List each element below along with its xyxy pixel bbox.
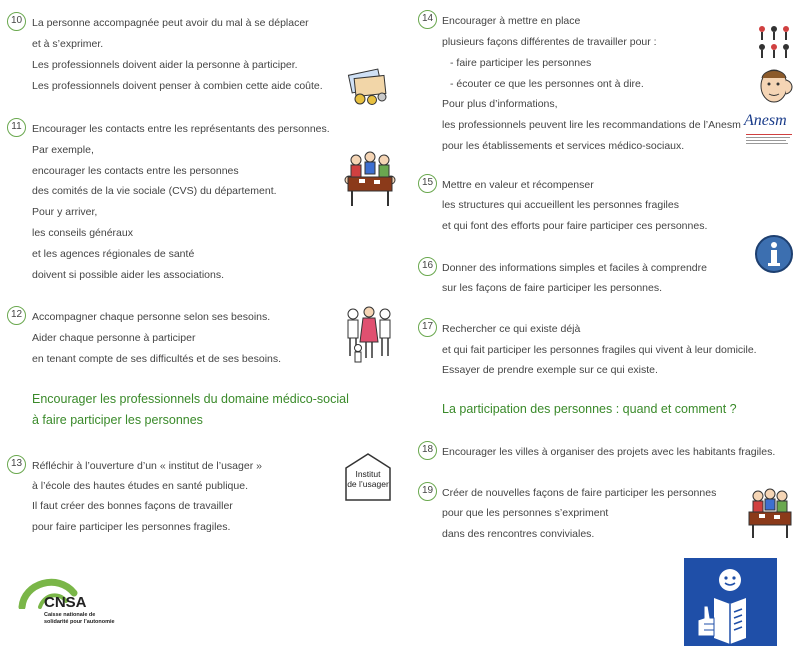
section-heading-medico-social: Encourager les professionnels du domaine médico-social xyxy=(32,392,349,406)
item-number-15: 15 xyxy=(418,174,437,193)
item-11-line: des comités de la vie sociale (CVS) du département. xyxy=(32,185,277,197)
item-14-line: Encourager à mettre en place xyxy=(442,15,581,27)
section-heading-medico-social-line2: à faire participer les personnes xyxy=(32,413,203,427)
cnsa-logo-text: CNSA xyxy=(44,594,87,611)
item-number-18: 18 xyxy=(418,441,437,460)
item-15-line: les structures qui accueillent les personnes fragiles xyxy=(442,199,679,211)
cnsa-logo xyxy=(18,575,128,635)
institut-label-1: Institut xyxy=(355,469,381,479)
meeting-table-icon xyxy=(344,150,396,208)
item-17-line: Essayer de prendre exemple sur ce qui existe. xyxy=(442,364,658,376)
item-19-line: Créer de nouvelles façons de faire participer les personnes xyxy=(442,487,717,499)
institut-label-2: de l’usager xyxy=(347,479,389,489)
item-17-line: Rechercher ce qui existe déjà xyxy=(442,323,581,335)
item-12-line: Accompagner chaque personne selon ses besoins. xyxy=(32,311,271,323)
item-13-line: Réfléchir à l’ouverture d’un « institut de l’usager » xyxy=(32,460,262,472)
item-11-line: Pour y arriver, xyxy=(32,206,98,218)
group-of-people-icon xyxy=(344,304,394,366)
item-13-line: pour faire participer les personnes fragiles. xyxy=(32,521,231,533)
item-10-line: et à s’exprimer. xyxy=(32,38,104,50)
item-14-line: Pour plus d’informations, xyxy=(442,98,558,110)
item-11-line: encourager les contacts entre les personnes xyxy=(32,165,239,177)
item-15-line: Mettre en valeur et récompenser xyxy=(442,179,594,191)
item-number-17: 17 xyxy=(418,318,437,337)
anesm-logo xyxy=(744,110,798,148)
institut-usager-icon xyxy=(344,452,392,502)
item-10-line: Les professionnels doivent penser à combien cette aide coûte. xyxy=(32,80,323,92)
item-19-line: dans des rencontres conviviales. xyxy=(442,528,595,540)
item-14-line: - écouter ce que les personnes ont à dire. xyxy=(450,78,644,90)
item-11-line: Encourager les contacts entre les représentants des personnes. xyxy=(32,123,330,135)
item-number-12: 12 xyxy=(7,306,26,325)
item-14-line: - faire participer les personnes xyxy=(450,57,592,69)
cnsa-logo-subtitle: Caisse nationale de xyxy=(44,612,96,618)
item-13-line: à l’école des hautes études en santé publique. xyxy=(32,480,248,492)
item-13-line: Il faut créer des bonnes façons de travailler xyxy=(32,500,233,512)
item-14-line: plusieurs façons différentes de travailler pour : xyxy=(442,36,657,48)
item-12-line: en tenant compte de ses difficultés et de ses besoins. xyxy=(32,353,282,365)
item-19-line: pour que les personnes s’expriment xyxy=(442,507,609,519)
item-11-line: doivent si possible aider les associations. xyxy=(32,269,225,281)
money-icon xyxy=(346,66,390,106)
item-number-19: 19 xyxy=(418,482,437,501)
information-icon xyxy=(754,234,794,274)
item-17-line: et qui fait participer les personnes fragiles qui vivent à leur domicile. xyxy=(442,344,757,356)
item-14-line: les professionnels peuvent lire les recommandations de l’Anesm xyxy=(442,119,741,131)
item-number-14: 14 xyxy=(418,10,437,29)
item-number-11: 11 xyxy=(7,118,26,137)
convivial-meeting-icon xyxy=(746,488,794,540)
item-12-line: Aider chaque personne à participer xyxy=(32,332,196,344)
item-16-line: sur les façons de faire participer les personnes. xyxy=(442,282,663,294)
item-11-line: les conseils généraux xyxy=(32,227,133,239)
easy-to-read-logo xyxy=(684,558,777,646)
item-16-line: Donner des informations simples et faciles à comprendre xyxy=(442,262,707,274)
item-10-line: La personne accompagnée peut avoir du mal à se déplacer xyxy=(32,17,309,29)
item-15-line: et qui font des efforts pour faire participer ces personnes. xyxy=(442,220,708,232)
item-number-16: 16 xyxy=(418,257,437,276)
section-heading-participation: La participation des personnes : quand et comment ? xyxy=(442,402,737,416)
item-11-line: et les agences régionales de santé xyxy=(32,248,195,260)
different-ways-icon xyxy=(754,24,794,62)
item-14-line: pour les établissements et services médico-sociaux. xyxy=(442,140,685,152)
cnsa-logo-subtitle: solidarité pour l’autonomie xyxy=(44,619,115,625)
item-18-line: Encourager les villes à organiser des projets avec les habitants fragiles. xyxy=(442,446,776,458)
item-11-line: Par exemple, xyxy=(32,144,94,156)
item-number-13: 13 xyxy=(7,455,26,474)
item-number-10: 10 xyxy=(7,12,26,31)
anesm-logo-text: Anesm xyxy=(744,112,787,129)
listening-face-icon xyxy=(756,66,794,106)
item-10-line: Les professionnels doivent aider la personne à participer. xyxy=(32,59,298,71)
